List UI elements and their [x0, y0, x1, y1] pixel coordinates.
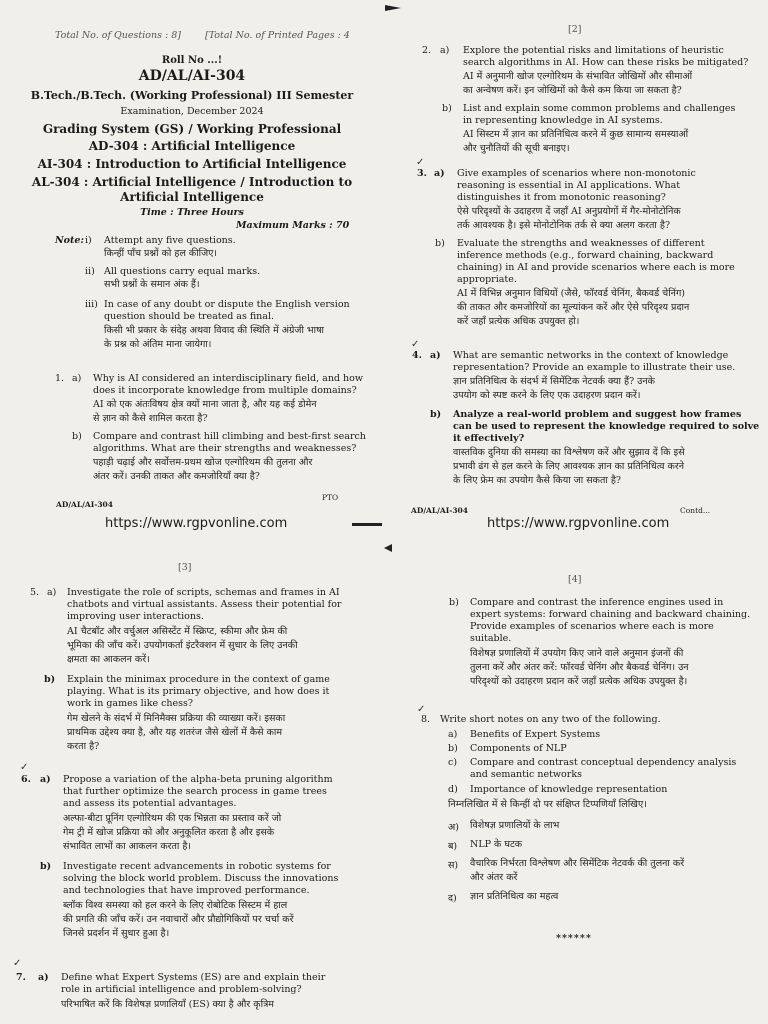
q7b-en-1: Compare and contrast the inference engines used in	[470, 597, 724, 608]
q3a-en-1: Give examples of scenarios where non-monotonic	[457, 168, 696, 179]
q6a-hi-3: संभावित लाभों का आकलन करता है।	[63, 841, 192, 852]
q2a-en-2: search algorithms in AI. How can these risks be mitigated?	[463, 57, 749, 68]
q8-hi-option-text: ज्ञान प्रतिनिधित्व का महत्व	[470, 891, 559, 902]
check-mark-icon: ✓	[411, 339, 420, 350]
note-i-en: Attempt any five questions.	[104, 235, 236, 246]
q8-hi-option-text: विशेषज्ञ प्रणालियों के लाभ	[470, 820, 560, 831]
q8-hi-option-text: वैचारिक निर्भरता विश्लेषण और सिमेंटिक नेटवर्क की तुलना करें	[470, 858, 685, 869]
q7b-en-3: Provide examples of scenarios where each is more	[470, 621, 714, 632]
q5a-label: a)	[47, 587, 57, 598]
scan-artifact	[352, 523, 382, 526]
q2-number: 2.	[422, 45, 432, 56]
q1b-hi-2: अंतर करें। उनकी ताकत और कमजोरियाँ क्या है?	[93, 471, 260, 482]
q7a-en-1: Define what Expert Systems (ES) are and explain their	[61, 972, 326, 983]
note-iii-label: iii)	[85, 299, 98, 310]
time-allowed: Time : Three Hours	[140, 207, 244, 218]
q3b-en-4: appropriate.	[457, 274, 517, 285]
note-iii-en-2: question should be treated as final.	[104, 311, 275, 322]
q8-option-text: and semantic networks	[470, 769, 582, 780]
q7b-hi-3: परिदृश्यों को उदाहरण प्रदान करें जहाँ प्रत्येक अधिक उपयुक्त है।	[470, 676, 688, 687]
grading-system: Grading System (GS) / Working Professional	[42, 122, 342, 136]
subject-al-2: Artificial Intelligence	[120, 190, 264, 204]
check-mark-icon: ✓	[13, 958, 22, 969]
page-1	[0, 0, 384, 540]
q3b-label: b)	[435, 238, 445, 249]
q8-option-label: a)	[448, 729, 458, 740]
q1a-en-1: Why is AI considered an interdisciplinary field, and how	[93, 373, 364, 384]
exam-title: Examination, December 2024	[120, 106, 264, 117]
header-total-questions: Total No. of Questions : 8]	[55, 30, 181, 41]
q8-option-text: Components of NLP	[470, 743, 567, 754]
q8-hi-option-label: ब)	[448, 841, 458, 852]
subject-ai: AI-304 : Introduction to Artificial Intelligence	[37, 157, 347, 171]
q7a-en-2: role in artificial intelligence and problem-solving?	[61, 984, 302, 995]
q6a-en-1: Propose a variation of the alpha-beta pruning algorithm	[63, 774, 333, 785]
q4a-hi-2: उपयोग को स्पष्ट करने के लिए एक उदाहरण प्रदान करें।	[453, 390, 641, 401]
q1a-label: a)	[72, 373, 82, 384]
q7a-label: a)	[38, 972, 49, 983]
q4a-en-2: representation? Provide an example to illustrate their use.	[453, 362, 736, 373]
q2a-label: a)	[440, 45, 450, 56]
q2b-label: b)	[442, 103, 452, 114]
q5b-en-3: work in games like chess?	[67, 698, 193, 709]
q3b-hi-1: AI में विभिन्न अनुमान विधियों (जैसे, फॉरवर्ड चेनिंग, बैकवर्ड चेनिंग)	[457, 288, 686, 299]
q3a-en-3: distinguishes it from monotonic reasoning?	[457, 192, 666, 203]
q6b-en-1: Investigate recent advancements in robotic systems for	[63, 861, 331, 872]
q4b-hi-2: प्रभावी ढंग से हल करने के लिए आवश्यक ज्ञान का प्रतिनिधित्व करने	[453, 461, 684, 472]
paper-code: AD/AL/AI-304	[138, 68, 246, 84]
q6a-hi-1: अल्फा-बीटा प्रूनिंग एल्गोरिथम की एक भिन्नता का प्रस्ताव करें जो	[63, 813, 282, 824]
q7b-hi-1: विशेषज्ञ प्रणालियों में उपयोग किए जाने वाले अनुमान इंजनों की	[470, 648, 684, 659]
q6a-en-2: that further optimize the search process in game trees	[63, 786, 327, 797]
note-i-label: i)	[85, 235, 92, 246]
q6-number: 6.	[21, 774, 31, 785]
q3-number: 3.	[417, 168, 427, 179]
page1-footer-code: AD/AL/AI-304	[56, 500, 113, 509]
q3b-en-3: chaining) in AI and provide scenarios where each is more	[457, 262, 735, 273]
q2a-hi-2: का अन्वेषण करें। इन जोखिमों को कैसे कम किया जा सकता है?	[463, 85, 682, 96]
page-3	[0, 540, 384, 1024]
q5b-en-1: Explain the minimax procedure in the context of game	[67, 674, 330, 685]
q8-option-text: Importance of knowledge representation	[470, 784, 668, 795]
q1-number: 1.	[55, 373, 65, 384]
q6b-label: b)	[40, 861, 52, 872]
check-mark-icon: ✓	[20, 762, 29, 773]
q3b-hi-2: की ताकत और कमजोरियों का मूल्यांकन करें और ऐसे परिदृश्य प्रदान	[457, 302, 690, 313]
q1a-hi-2: से ज्ञान को कैसे शामिल करता है?	[93, 413, 208, 424]
q1a-hi-1: AI को एक अंतःविषय क्षेत्र क्यों माना जाता है, और यह कई डोमेन	[93, 399, 317, 410]
q2b-hi-2: और चुनौतियों की सूची बनाइए।	[463, 143, 570, 154]
page-2	[384, 0, 768, 540]
q8-hi-option-label: द)	[448, 893, 457, 904]
q6b-en-3: and technologies that have improved performance.	[63, 885, 310, 896]
q5b-label: b)	[44, 674, 56, 685]
pto-mark: PTO	[322, 493, 339, 502]
page4-number: [4]	[568, 574, 582, 585]
q6b-hi-2: की प्रगति की जाँच करें। उन नवाचारों और प्रौद्योगिकियों पर चर्चा करें	[63, 914, 294, 925]
q7b-en-4: suitable.	[470, 633, 512, 644]
q3a-hi-2: तर्क आवश्यक है। इसे मोनोटोनिक तर्क से क्या अलग करता है?	[457, 220, 671, 231]
q8-option-text: Benefits of Expert Systems	[470, 729, 601, 740]
q8-number: 8.	[421, 714, 431, 725]
q1b-label: b)	[72, 431, 82, 442]
q5b-hi-1: गेम खेलने के संदर्भ में मिनिमैक्स प्रक्रिया की व्याख्या करें। इसका	[67, 713, 286, 724]
note-ii-hi: सभी प्रश्नों के समान अंक हैं।	[104, 279, 200, 290]
q5b-hi-2: प्राथमिक उद्देश्य क्या है, और यह शतरंज जैसे खेलों में कैसे काम	[67, 727, 283, 738]
q4b-en-2: can be used to represent the knowledge required to solve	[453, 421, 760, 432]
q5a-hi-2: भूमिका की जाँच करें। उपयोगकर्ता इंटरैक्शन में सुधार के लिए उनकी	[67, 640, 298, 651]
q5a-en-3: improving user interactions.	[67, 611, 204, 622]
page-4	[384, 540, 768, 1024]
q8-option-text: Compare and contrast conceptual dependency analysis	[470, 757, 737, 768]
q8-hi-option-text: और अंतर करें	[470, 872, 518, 883]
q5b-hi-3: करता है?	[67, 741, 100, 752]
q6b-en-2: solving the block world problem. Discuss the innovations	[63, 873, 339, 884]
q7-number: 7.	[16, 972, 26, 983]
q2a-en-1: Explore the potential risks and limitations of heuristic	[463, 45, 724, 56]
q4b-en-3: it effectively?	[453, 433, 525, 444]
subject-ad: AD-304 : Artificial Intelligence	[88, 139, 296, 153]
q2b-hi-1: AI सिस्टम में ज्ञान का प्रतिनिधित्व करने में कुछ सामान्य समस्याओं	[463, 129, 689, 140]
note-ii-label: ii)	[85, 266, 95, 277]
q3b-en-1: Evaluate the strengths and weaknesses of different	[457, 238, 705, 249]
q8-hi-option-label: स)	[448, 860, 459, 871]
roll-no: Roll No ...!	[161, 55, 223, 66]
page3-number: [3]	[178, 562, 192, 573]
q1b-en-2: algorithms. What are their strengths and weaknesses?	[93, 443, 357, 454]
q2b-en-2: in representing knowledge in AI systems.	[463, 115, 663, 126]
q8-option-label: b)	[448, 743, 458, 754]
q7b-en-2: expert systems: forward chaining and backward chaining.	[470, 609, 751, 620]
q3a-label: a)	[434, 168, 445, 179]
note-iii-hi-2: के प्रश्न को अंतिम माना जायेगा।	[104, 339, 212, 350]
q4b-en-1: Analyze a real-world problem and suggest how frames	[453, 409, 742, 420]
q3b-hi-3: करें जहाँ प्रत्येक अधिक उपयुक्त हो।	[457, 316, 580, 327]
q4b-hi-1: वास्तविक दुनिया की समस्या का विश्लेषण करें और सुझाव दें कि इसे	[453, 447, 685, 458]
q6a-label: a)	[40, 774, 51, 785]
note-label: Note:	[55, 235, 84, 246]
note-iii-en-1: In case of any doubt or dispute the English version	[104, 299, 350, 310]
check-mark-icon: ✓	[416, 157, 425, 168]
page2-footer-code: AD/AL/AI-304	[411, 506, 468, 515]
contd-mark: Contd...	[680, 506, 711, 515]
header-printed-pages: [Total No. of Printed Pages : 4	[205, 30, 350, 41]
q6b-hi-1: ब्लॉक विश्व समस्या को हल करने के लिए रोबोटिक सिस्टम में हाल	[63, 900, 288, 911]
q4-number: 4.	[412, 350, 422, 361]
subject-al-1: AL-304 : Artificial Intelligence / Introduction to	[31, 175, 353, 189]
q1a-en-2: does it incorporate knowledge from multiple domains?	[93, 385, 357, 396]
q6b-hi-3: जिनसे प्रदर्शन में सुधार हुआ है।	[63, 928, 170, 939]
maximum-marks: Maximum Marks : 70	[236, 220, 350, 231]
q5a-hi-1: AI चैटबॉट और वर्चुअल असिस्टेंट में स्क्रिप्ट, स्कीमा और फ्रेम की	[67, 626, 288, 637]
q2a-hi-1: AI में अनुमानी खोज एल्गोरिथम के संभावित जोखिमों और सीमाओं	[463, 71, 693, 82]
end-of-paper-mark: ******	[556, 933, 592, 944]
q4a-en-1: What are semantic networks in the context of knowledge	[453, 350, 729, 361]
q8-hi-option-text: NLP के घटक	[470, 839, 523, 850]
q7b-label: b)	[449, 597, 459, 608]
q8-hi-option-label: अ)	[448, 822, 459, 833]
check-mark-icon: ✓	[417, 704, 426, 715]
q3a-en-2: reasoning is essential in AI applications. What	[457, 180, 681, 191]
q8-en: Write short notes on any two of the following.	[440, 714, 661, 725]
q5-number: 5.	[30, 587, 40, 598]
q7b-hi-2: तुलना करें और अंतर करें: फॉरवर्ड चेनिंग और बैकवर्ड चेनिंग। उन	[470, 662, 689, 673]
q5a-en-1: Investigate the role of scripts, schemas and frames in AI	[67, 587, 340, 598]
q8-hi: निम्नलिखित में से किन्हीं दो पर संक्षिप्त टिप्पणियाँ लिखिए।	[448, 799, 647, 810]
q5a-en-2: chatbots and virtual assistants. Assess their potential for	[67, 599, 342, 610]
q4a-label: a)	[430, 350, 441, 361]
page2-footer-url[interactable]: https://www.rgpvonline.com	[487, 516, 670, 531]
course-title: B.Tech./B.Tech. (Working Professional) III Semester	[30, 89, 354, 102]
q3b-en-2: inference methods (e.g., forward chaining, backward	[457, 250, 714, 261]
page1-footer-url[interactable]: https://www.rgpvonline.com	[105, 516, 288, 531]
q5a-hi-3: क्षमता का आकलन करें।	[67, 654, 150, 665]
q3a-hi-1: ऐसे परिदृश्यों के उदाहरण दें जहाँ AI अनुप्रयोगों में गैर-मोनोटोनिक	[457, 206, 681, 217]
note-iii-hi-1: किसी भी प्रकार के संदेह अथवा विवाद की स्थिति में अंग्रेजी भाषा	[104, 325, 325, 336]
q2b-en-1: List and explain some common problems and challenges	[463, 103, 736, 114]
q4a-hi-1: ज्ञान प्रतिनिधित्व के संदर्भ में सिमेंटिक नेटवर्क क्या हैं? उनके	[453, 376, 655, 387]
q8-option-label: c)	[448, 757, 458, 768]
q8-option-label: d)	[448, 784, 458, 795]
page2-number: [2]	[568, 24, 582, 35]
q6a-hi-2: गेम ट्री में खोज प्रक्रिया को और अनुकूलित करता है और इसके	[63, 827, 275, 838]
q1b-en-1: Compare and contrast hill climbing and best-first search	[93, 431, 366, 442]
q1b-hi-1: पहाड़ी चढ़ाई और सर्वोत्तम-प्रथम खोज एल्गोरिथम की तुलना और	[93, 457, 313, 468]
q4b-label: b)	[430, 409, 442, 420]
q5b-en-2: playing. What is its primary objective, and how does it	[67, 686, 330, 697]
q4b-hi-3: के लिए फ्रेम का उपयोग कैसे किया जा सकता है?	[453, 475, 621, 486]
note-ii-en: All questions carry equal marks.	[104, 266, 261, 277]
q7a-hi-1: परिभाषित करें कि विशेषज्ञ प्रणालियाँ (ES) क्या है और कृत्रिम	[61, 999, 274, 1010]
note-i-hi: किन्हीं पाँच प्रश्नों को हल कीजिए।	[104, 248, 218, 259]
q6a-en-3: and assess its potential advantages.	[63, 798, 237, 809]
